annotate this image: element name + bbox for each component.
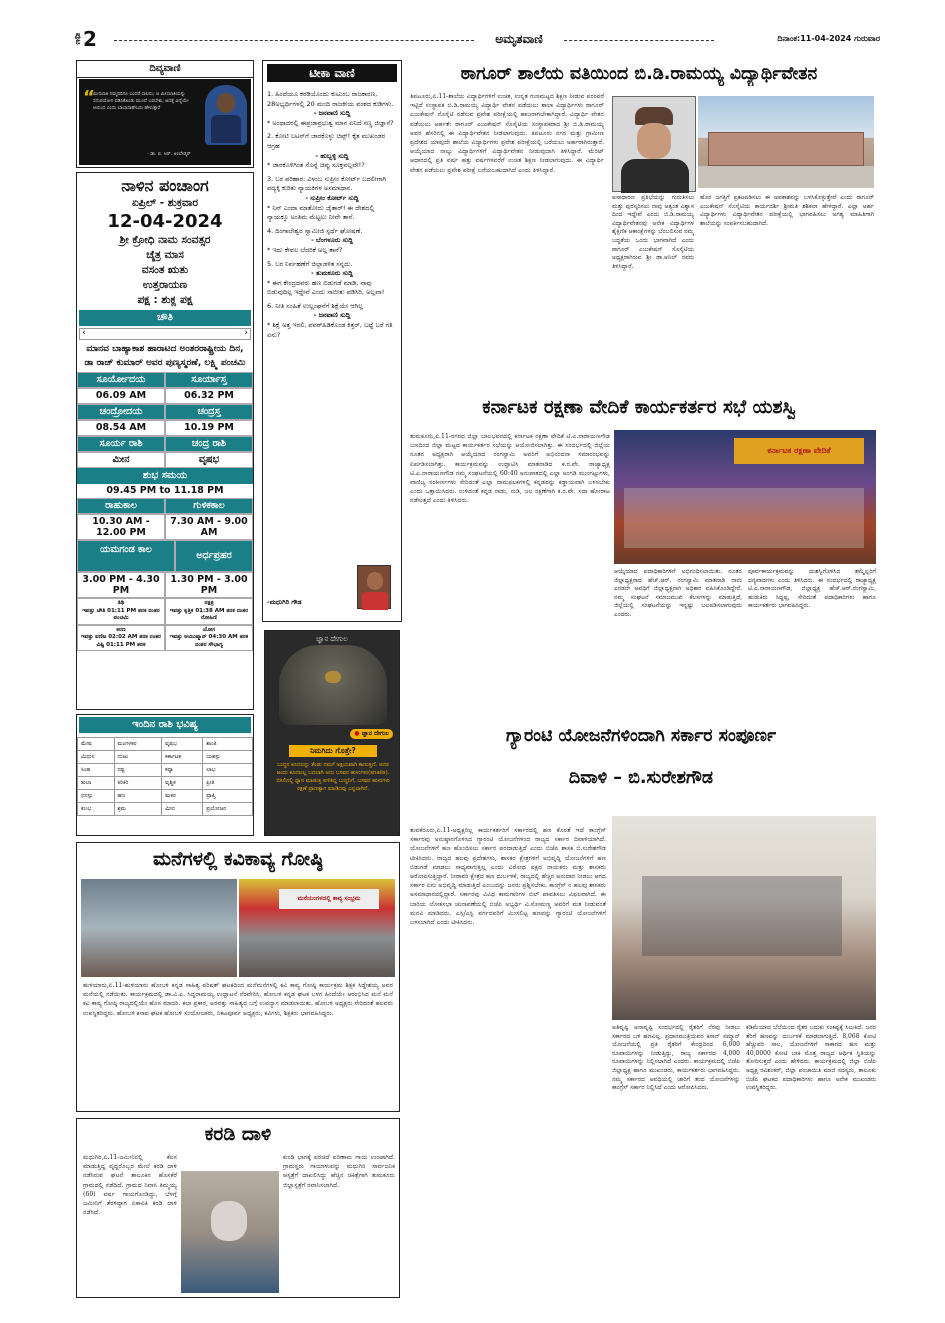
tika-source: - ಸುಪ್ರೀಂ ಕೋರ್ಟ್ ಸುದ್ದಿ	[305, 193, 359, 202]
columnist-photo	[357, 565, 391, 609]
karana-label: ಕರಣ	[116, 626, 126, 633]
ambedkar-portrait	[205, 85, 247, 145]
tika-item	[267, 302, 397, 340]
rashi-prediction: ದುಃಖ	[114, 751, 162, 764]
rashi-row	[78, 790, 253, 803]
karadi-victim-photo	[181, 1171, 279, 1293]
panchanga-date: 12-04-2024	[107, 211, 223, 232]
gyana-box	[264, 630, 400, 836]
rashi-sign: ಕನ್ಯಾ	[162, 764, 203, 777]
moonset-label: ಚಂದ್ರಸ್ತ	[165, 404, 253, 420]
nakshatra-value: ಇವತ್ತು ಕೃತ್ತಿಕ 01:38 AM ತನಕ ನಂತರ ರೋಹಿಣಿ	[169, 607, 249, 621]
rashi-prediction: ನಷ್ಟ	[114, 764, 162, 777]
sunrise-label: ಸೂರ್ಯೋದಯ	[77, 372, 165, 388]
tika-item	[267, 132, 397, 170]
rahu-values	[77, 514, 253, 540]
krv-body-2: ಆಯ್ಕೆಯಾದ ಪದಾಧಿಕಾರಿಗಳಿಗೆ ಅಭಿನಂದಿಸಲಾಯಿತು. ನೂತನ ಜಿಲ್ಲಾಧ್ಯಕ್ಷರಾದ ಹೆಚ್.ಆರ್. ರಂಗಸ್ವಾಮಿ ಮಾತನಾಡಿ ನಾನು ಎರಡನೇ ಅವಧಿಗೆ ಜಿಲ್ಲಾಧ್ಯಕ್ಷನಾಗಿ ಅಧಿಕಾರ ವಹಿಸಿಕೊಂಡಿದ್ದೇನೆ. ನಮ್ಮ ಸಂಘಟನೆ ಸಮಾಜಮುಖಿ ಕೆಲಸಗಳನ್ನು ಮಾಡುತ್ತಿದೆ, ಜಿಲ್ಲೆಯಲ್ಲಿ ಸಂಘಟನೆಯನ್ನು ಇನ್ನಷ್ಟು ಬಲಪಡಿಸಲಾಗುವುದು ಎಂದರು.	[614, 568, 742, 618]
scroll-strip	[79, 328, 251, 340]
tika-answer: * ಇದು ಕೇವಲ ಬೆದರಿಕೆ ಅಲ್ಲ ತಾನೆ?	[267, 245, 343, 254]
karadi-box	[76, 1118, 400, 1298]
rashi-labels	[77, 436, 253, 452]
tika-box	[262, 60, 402, 622]
tika-item	[267, 90, 397, 128]
nakshatra-cell	[165, 598, 253, 625]
chevron-right-icon: ›	[244, 328, 248, 338]
gyana-text: ಬುದ್ಧನ ಕೂದಲನ್ನು ತೆಂಡು ನಮಗೆ ಅಕ್ಷಯವಾಗಿ ಕಾಣುತ್ತದೆ. ಅದರ ಅಂದು ಕೂದಲಲ್ಲ ಬದಲಾಗಿ ಅದು ಬಸವನ ಹುಳುಗಳು(snails). ಬಿಸಿಲಿನಲ್ಲಿ ಧ್ಯಾನ ಮಾಡುತ್ತ ಕುಳಿತಿದ್ದ ಬುದ್ಧನಿಗೆ, ಬಸವನ ಹುಳುಗಳು ರಕ್ಷಣೆ ಪ್ರಾಣತ್ಯಾಗ ಮಾಡಿದವು ಎನ್ನಲಾಗಿದೆ.	[276, 762, 390, 792]
sun-labels	[77, 372, 253, 388]
tika-title: ಟೀಕಾ ವಾಣಿ	[267, 64, 397, 82]
rashi-row	[78, 751, 253, 764]
moonrise-value: 08.54 AM	[77, 420, 165, 436]
guarantee-headline-2: ದಿವಾಳಿ – ಬಿ.ಸುರೇಶಗೌಡ	[568, 768, 714, 788]
rashi-sign: ವೃಶ್ಚಿಕ	[162, 777, 203, 790]
tika-question: 4. ದಿಂಗಾಲೇಶ್ವರ ಸ್ವಾಮೀಜಿ ಸ್ಪರ್ಧೆ ಘೋಷಣೆ.	[267, 226, 363, 235]
sun-values	[77, 388, 253, 404]
school-building-photo	[698, 96, 874, 188]
karadi-headline: ಕರಡಿ ದಾಳಿ	[204, 1123, 272, 1145]
gyana-title: ಜ್ಞಾನ ದೇಗುಲ	[316, 635, 348, 643]
gyana-badge-label: ಜ್ಞಾನ ದೇಗುಲ	[361, 730, 389, 737]
kavi-headline: ಮನೆಗಳಲ್ಲಿ ಕವಿಕಾವ್ಯ ಗೋಷ್ಠಿ	[152, 848, 324, 870]
page-label: ಪುಟ	[74, 33, 83, 45]
ardha-value: 1.30 PM - 3.00 PM	[165, 572, 253, 598]
gulika-value: 7.30 AM - 9.00 AM	[165, 514, 253, 540]
rashi-prediction: ಯಶಸ್ಸು	[203, 751, 253, 764]
yama-labels	[77, 540, 253, 572]
rashi-prediction: ಪ್ರೀತಿ	[203, 777, 253, 790]
rashi-row	[78, 803, 253, 816]
kavi-photo-right	[239, 879, 395, 977]
page-number: 2	[83, 27, 97, 51]
panchanga-ritu: ವಸಂತ ಋತು	[141, 264, 189, 276]
yama-label: ಯಮಗಂಡ ಕಾಲ	[77, 540, 175, 572]
gyana-question: ನಿಮಗಿದು ಗೊತ್ತೇ?	[289, 745, 377, 757]
rashi-sign: ವೃಷಭ	[162, 738, 203, 751]
guarantee-col-3: ಕಡಿಮೆಯಾದ ಬೆಲೆಯಿಂದ ರೈತರ ಬದುಕು ಸಂಕಷ್ಟಕ್ಕೆ ಸಿಲುಕಿದೆ. ಜನರ ತೆರಿಗೆ ಹಣವನ್ನು ದುರ್ಬಳಕೆ ಮಾಡಲಾಗುತ್ತಿದೆ. 8,068 ಕೋಟಿ ಹೆಚ್ಚುವರಿ ಸಾಲ, ಯೋಜನೆಗಳಿಗೆ ಸಾಕಾಗದ ಹಣ ಮತ್ತು 40,0000 ಕೋಟಿ ಬಾಕಿ ಮೊತ್ತ ರಾಜ್ಯದ ಆರ್ಥಿಕ ಸ್ಥಿತಿಯನ್ನು ತೋರಿಸುತ್ತದೆ ಎಂದು ಹೇಳಿದರು. ಕಾರ್ಯಕ್ರಮದಲ್ಲಿ ಜಿಲ್ಲಾ ಬಿಜೆಪಿ ಅಧ್ಯಕ್ಷ ರವಿಶಂಕರ್, ಜಿಲ್ಲಾ ಪಂಚಾಯಿತಿ ಮಾಜಿ ಸದಸ್ಯರು, ತಾಲೂಕು ಬಿಜೆಪಿ ಘಟಕದ ಪದಾಧಿಕಾರಿಗಳು ಹಾಗೂ ಅನೇಕ ಮುಖಂಡರು ಉಪಸ್ಥಿತರಿದ್ದರು.	[746, 1024, 876, 1092]
tika-item	[267, 227, 397, 256]
panchanga-title: ನಾಳಿನ ಪಂಚಾಂಗ	[121, 176, 209, 195]
rahu-label: ರಾಹುಕಾಲ	[77, 498, 165, 514]
rashi-prediction: ಪ್ರಯೋಜನ	[203, 803, 253, 816]
yoga-label: ಯೋಗ	[202, 626, 216, 633]
tagore-body-2: ಅಸಾಧಾರಣ ಪ್ರತಿಭೆಯನ್ನು ಗುರುತಿಸಲು ಮತ್ತು ಪುರಸ್ಕರಿಸಲು ನಾವು ಅತ್ಯಂತ ವಿಶ್ವಾಸ ದಿಂದ ಇದ್ದೇವೆ ಎಂದು ಬಿ.ಡಿ.ರಾಮಯ್ಯ ವಿದ್ಯಾರ್ಥಿವೇತನವು ಅನೇಕ ವಿದ್ಯಾರ್ಥಿಗಳ ಶೈಕ್ಷಣಿಕ ಆಕಾಂಕ್ಷೆಗಳನ್ನು ಬೆಂಬಲಿಸುವ ನಮ್ಮ ಬದ್ಧತೆಯ ಒಂದು ಭಾಗವಾಗಿದೆ ಎಂದು ಠಾಗೂರ್ ಎಜುಕೇಷನ್ ಸೊಸೈಟಿಯ ಅಧ್ಯಕ್ಷರಾಗಿರುವ ಶ್ರೀ ಡಾ.ಅನಿಲ್ ರವರು ತಿಳಿಸಿದ್ದಾರೆ.	[612, 194, 694, 270]
krv-headline: ಕರ್ನಾಟಕ ರಕ್ಷಣಾ ವೇದಿಕೆ ಕಾರ್ಯಕರ್ತರ ಸಭೆ ಯಶಸ್ವಿ	[482, 397, 796, 418]
moon-values	[77, 420, 253, 436]
shubha-value: 09.45 PM to 11.18 PM	[106, 485, 224, 496]
rashi-table	[77, 737, 253, 816]
chandra-rashi-value: ವೃಷಭ	[165, 452, 253, 468]
tithi-label: ತಿಥಿ	[117, 600, 125, 606]
rashi-sign: ಮೀನ	[162, 803, 203, 816]
quote-icon: “	[83, 87, 95, 108]
rahu-labels	[77, 498, 253, 514]
snail-icon	[325, 671, 341, 683]
kavi-photo-left	[81, 879, 237, 977]
tithi-value: ಇವತ್ತು ಚೌತಿ 01:11 PM ತನಕ ನಂತರ ಪಂಚಮಿ	[82, 607, 160, 621]
karadi-col-1: ಮಧುಗಿರಿ,ಏ.11-ಜಮೀನಿನಲ್ಲಿ ಕೆಲಸ ಮಾಡುತ್ತಿದ್ದ ವೃದ್ಧರೊಬ್ಬರ ಮೇಲೆ ಕರಡಿ ದಾಳಿ ನಡೆಸಿರುವ ಘಟನೆ ತಾಲೂಕಿನ ಹೊಸಕೆರೆ ಗ್ರಾಮದಲ್ಲಿ ನಡೆದಿದೆ. ಗ್ರಾಮದ ನಿವಾಸಿ ತಿಮ್ಮಯ್ಯ (60) ವರ್ಷ ಗಾಯಗೊಂಡಿದ್ದು, ಬೆಳಗ್ಗೆ ಜಮೀನಿಗೆ ತೆರಳಿದ್ದಾಗ ಏಕಾಏಕಿ ಕರಡಿ ದಾಳಿ ನಡೆಸಿದೆ.	[83, 1154, 177, 1217]
krv-banner: ಕರ್ನಾಟಕ ರಕ್ಷಣಾ ವೇದಿಕೆ	[734, 438, 864, 464]
guarantee-col-2: ಅತಿವೃಷ್ಟಿ ಅನಾವೃಷ್ಟಿ ಸಂದರ್ಭದಲ್ಲಿ ರೈತರಿಗೆ ನೆರವು ನೀಡಲು ಸರ್ಕಾರದ ಬಳಿ ಹಣವಿಲ್ಲ. ಪ್ರಧಾನಮಂತ್ರಿಯವರ ಕಿಸಾನ್ ಸಮ್ಮಾನ್ ಯೋಜನೆಯಲ್ಲಿ ಪ್ರತಿ ರೈತರಿಗೆ ಕೇಂದ್ರದಿಂದ 6,000 ರೂಪಾಯಿಗಳನ್ನು ನೀಡುತ್ತಿದ್ದು, ರಾಜ್ಯ ಸರ್ಕಾರದ 4,000 ರೂಪಾಯಿಗಳನ್ನು ನಿಲ್ಲಿಸಲಾಗಿದೆ ಎಂದರು. ಕಾರ್ಯಕ್ರಮದಲ್ಲಿ ಬಿಜೆಪಿ ಜಿಲ್ಲಾಧ್ಯಕ್ಷ ಹಾಗೂ ಮುಖಂಡರು, ಕಾರ್ಯಕರ್ತರು ಭಾಗವಹಿಸಿದ್ದರು. ನಮ್ಮ ಸರ್ಕಾರದ ಅವಧಿಯಲ್ಲಿ ಜಾರಿಗೆ ತಂದ ಯೋಜನೆಗಳನ್ನು ಕಾಂಗ್ರೆಸ್ ಸರ್ಕಾರ ನಿಲ್ಲಿಸಿದೆ ಎಂದು ಆರೋಪಿಸಿದರು.	[612, 1024, 740, 1092]
moonrise-label: ಚಂದ್ರೋದಯ	[77, 404, 165, 420]
rashi-sign: ಕುಂಭ	[78, 803, 115, 816]
tithi-cell	[77, 598, 165, 625]
yama-value: 3.00 PM - 4.30 PM	[77, 572, 165, 598]
rashi-prediction: ಲಾಭ	[203, 764, 253, 777]
date-line: ದಿನಾಂಕ:11-04-2024 ಗುರುವಾರ	[777, 34, 880, 43]
tika-question: 3. ಬರ ಪರಿಹಾರ: ವಿಳಂಬ ಸುಪ್ರೀಂ ಕೋರ್ಟ್ ಬದಲೀಗಾಗಿ ಪದ್ಯಕ್ಕಿ ಕುರಿತು ನ್ಯಾಯಕಿಗಳ ಅಸಮಾಧಾನ.	[267, 174, 387, 193]
shubha-label: ಶುಭ ಸಮಯ	[77, 468, 253, 484]
panchanga-box	[76, 172, 254, 710]
page-number-box	[74, 28, 120, 50]
sunset-value: 06.32 PM	[165, 388, 253, 404]
guarantee-col-1: ತುವಕೆರೂರು,ಏ.11-ಅಧ್ಯಕ್ಷರಿಲ್ಲ ಕಾರ್ಯಕರ್ತರಿಗೆ ಸರ್ಕಾರದಲ್ಲಿ ಹಣ ಕೊರತೆ ಇದೆ ಕಾಂಗ್ರೆಸ್ ಸರ್ಕಾರವು ಅನುಷ್ಠಾನಗೊಳಿಸಿದ ಗ್ಯಾರಂಟಿ ಯೋಜನೆಗಳಿಂದ ರಾಜ್ಯದ ಸರ್ಕಾರ ದಿವಾಳಿಯಾಗಿದೆ. ಯೋಜನೆಗಳಿಗೆ ಹಣ ಹೊಂದಿಸಲು ಸರ್ಕಾರ ಪರದಾಡುತ್ತಿದೆ ಎಂದು ಬಿಜೆಪಿ ಶಾಸಕ ಬಿ.ಸುರೇಶಗೌಡ ಟೀಕಿಸಿದರು. ರಾಜ್ಯದ ಹಲವು ಪ್ರದೇಶಗಳು, ಶಾಸಕರ ಕ್ಷೇತ್ರಗಳಿಗೆ ಅಭಿವೃದ್ಧಿ ಯೋಜನೆಗಳಿಗೆ ಹಣ ಬಿಡುಗಡೆ ಮಾಡಲು ಸಾಧ್ಯವಾಗುತ್ತಿಲ್ಲ ಎಂದು ವಿರೋಧ ಪಕ್ಷದ ನಾಯಕರು ಮತ್ತು ಶಾಸಕರು ಆರೋಪಿಸುತ್ತಿದ್ದಾರೆ. ನೀರಾವರಿ ಕ್ಷೇತ್ರದ ಹಣ ದುರ್ಬಳಕೆ, ರಾಜ್ಯದಲ್ಲಿ ಹೆಚ್ಚಿನ ಅನುದಾನ ನೀಡಲು ಆಗದ ಸರ್ಕಾರ ಏನು ಅಭಿವೃದ್ಧಿ ಮಾಡುತ್ತಿದೆ ಎಂಬುದನ್ನು ಜನರು ಪ್ರಶ್ನಿಸಬೇಕು. ಕಾಂಗ್ರೆಸ್ ನ ಹಲವು ಶಾಸಕರು ಅಸಮಾಧಾನದಲ್ಲಿದ್ದಾರೆ. ಸರ್ಕಾರವು ವಿವಿಧ ಕಾಮಗಾರಿಗಳ ಬಿಲ್ ಪಾವತಿಸಲು ವಿಫಲವಾಗಿದೆ. ಈ ಬಾರಿಯ ಲೋಕಸಭಾ ಚುನಾವಣೆಯಲ್ಲಿ ಬಿಜೆಪಿ ಅಭ್ಯರ್ಥಿ ವಿ.ಸೋಮಣ್ಣ ಅವರಿಗೆ ಮತ ನೀಡುವಂತೆ ಮನವಿ ಮಾಡಿದರು. ಎಸ್ಸಿ/ಎಸ್ಟಿ ವರ್ಗದವರಿಗೆ ಮೀಸಲಿಟ್ಟ ಹಣವನ್ನು ಗ್ಯಾರಂಟಿ ಯೋಜನೆಗಳಿಗೆ ಬಳಸಲಾಗಿದೆ ಎಂದು ಟೀಕಿಸಿದರು.	[410, 827, 606, 927]
header-rule-right	[564, 40, 714, 41]
moonset-value: 10.19 PM	[165, 420, 253, 436]
paper-name: ಅಮೃತವಾಣಿ	[495, 32, 543, 46]
karana-row	[77, 625, 253, 652]
karana-cell	[77, 625, 165, 652]
rashi-prediction: ಕಿರಿಕಿರಿ	[114, 777, 162, 790]
tika-source: - ಬೆಂಗಳೂರು ಸುದ್ದಿ	[311, 236, 353, 245]
tika-item	[267, 260, 397, 298]
tika-question: 5. ಬರ ನಿರ್ವಹಣೆಗೆ ಜಿಲ್ಲಾಡಳಿತ ಸನ್ನದು.	[267, 259, 353, 268]
divyavani-author: - ಡಾ. ಬಿ. ಆರ್. ಅಂಬೇಡ್ಕರ್	[147, 152, 191, 157]
panchanga-month-day: ಏಪ್ರಿಲ್ - ಶುಕ್ರವಾರ	[131, 197, 199, 209]
kavi-body: ಹುಳಿಯಾರು,ಏ.11-ಹುಳಿಯಾರು ಹೋಬಳಿ ಕನ್ನಡ ಸಾಹಿತ್ಯ ಪರಿಷತ್ ಘಟಕದಿಂದ ಮನೆಮನೆಗಳಲ್ಲಿ ಕವಿ ಕಾವ್ಯ ಗೋಷ್ಠಿ ಕಾರ್ಯಕ್ರಮ ಶಿಕ್ಷಕ ಸಿದ್ದೇಶಯ್ಯ ಅವರ ಮನೆಯಲ್ಲಿ ನಡೆಯಿತು. ಕಾರ್ಯಕ್ರಮದಲ್ಲಿ ಡಾ.ವಿ.ಎ. ಸಿದ್ದರಾಮಯ್ಯ ಉದ್ಘಾಟನೆ ನೆರವೇರಿಸಿ, ಹೋಬಳಿ ಕನ್ನಡ ಘಟಕ ಬಳಗ ಹಿಂದೆಯೇ ಆರಂಭಿಸಿದ ಮನೆ ಮನೆ ಕವಿ ಕಾವ್ಯ ಗೋಷ್ಠಿ ರಾಜ್ಯದಲ್ಲಿಯೇ ಹೊಸ ಮಾದರಿ. ಕಲಾ ಪ್ರಕಾರ, ಅರವತ್ತು ಸಾಹಿತ್ಯದ ಬಗ್ಗೆ ಉಪನ್ಯಾಸ ಮಾಡಲಾಯಿತು. ಹೋಬಳಿ ಅಧ್ಯಕ್ಷರು ಸೇರಿದಂತೆ ಹಲವರು ಉಪಸ್ಥಿತರಿದ್ದರು. ಹೋಬಳಿ ಕಸಾಪ ಘಟಕ ಹೋಬಳಿ ಸಂಯೋಜಕರು, ನಿಕಟಪೂರ್ವ ಅಧ್ಯಕ್ಷರು, ಕವಿಗಳು, ಶಿಕ್ಷಕರು ಭಾಗವಹಿಸಿದ್ದರು.	[83, 982, 393, 1017]
kavi-banner: ಮನೆಯಂಗಳದಲ್ಲಿ ಕಾವ್ಯ ಸಂಭ್ರಮ	[279, 889, 379, 909]
rashi-prediction: ಹಣ	[114, 790, 162, 803]
guarantee-meeting-photo	[612, 816, 876, 1020]
rashi-row	[78, 777, 253, 790]
rashi-box	[76, 714, 254, 836]
tithi-row	[77, 598, 253, 625]
rashi-prediction: ಶ್ರಮ	[114, 803, 162, 816]
rashi-row	[78, 738, 253, 751]
masthead	[74, 28, 880, 52]
bulb-icon: ●	[354, 730, 360, 737]
karadi-col-2: ಕುಂಡಿ ಭಾಗಕ್ಕೆ ಪರಚಿದೆ ಪರಿಣಾಮ ಗಾಯ ಉಂಟಾಗಿದೆ. ಗ್ರಾಮಸ್ಥರು ಗಾಯಾಳುವನ್ನು ಮಧುಗಿರಿ ಸಾರ್ವಜನಿಕ ಆಸ್ಪತ್ರೆಗೆ ದಾಖಲಿಸಿದ್ದು ಹೆಚ್ಚಿನ ಚಿಕಿತ್ಸೆಗಾಗಿ ತುಮಕೂರು ಜಿಲ್ಲಾಸ್ಪತ್ರೆಗೆ ರವಾನಿಸಲಾಗಿದೆ.	[283, 1154, 395, 1189]
gulika-label: ಗುಳಿಕಕಾಲ	[165, 498, 253, 514]
krv-meeting-photo	[614, 430, 876, 564]
tika-question: 6. ನೀತಿ ಸಂಹಿತೆ ಉಲ್ಲಂಘನೆಗೆ ಶಿಕ್ಷೆಯೇ ಆಗಿಲ್ಲ	[267, 301, 364, 310]
panchanga-ayana: ಉತ್ತರಾಯಣ	[142, 279, 188, 291]
guarantee-headline-1: ಗ್ಯಾರಂಟಿ ಯೋಜನೆಗಳಿಂದಾಗಿ ಸರ್ಕಾರ ಸಂಪೂರ್ಣ	[505, 726, 777, 746]
rashi-prediction: ಪ್ರಾಪ್ತಿ	[203, 790, 253, 803]
surya-rashi-value: ಮೀನ	[77, 452, 165, 468]
tika-answer: * ಈಗ ಕೇಂದ್ರದವರು ಹಣ ಬಿಡುಗಡೆ ಮಾಡಿ, ನಾವು ಬಿಡುವುದಿಲ್ಲ ಇದ್ದೇವೆ ಎಂದು ಸಾಬೀತು ಪಡಿಸಿರಿ, ಅಲ್ಲವಾ!	[267, 278, 385, 297]
rashi-sign: ಮೇಷ	[78, 738, 115, 751]
sunrise-value: 06.09 AM	[77, 388, 165, 404]
divyavani-panel	[79, 79, 251, 165]
rashi-sign: ತುಲಾ	[78, 777, 115, 790]
rashi-row	[78, 764, 253, 777]
tika-question: 1. ಹಿಂದೆಯೂ ಕರಡಿಯೊಂದು ಕುಟುಂಬ ರಾಜಕಾರಣ, 28ಅಭ್ಯರ್ಥಿಗಳಲ್ಲಿ 20 ಮಂದಿ ರಾಜಕೀಯ ವಂಶದ ಕುಡಿಗಳು.	[267, 90, 394, 108]
chandra-rashi-label: ಚಂದ್ರ ರಾಶಿ	[165, 436, 253, 452]
tika-signature: -ಮಧುಗಿರಿ ಗೌಡ	[267, 598, 302, 606]
rashi-prediction: ಶಾಂತಿ	[203, 738, 253, 751]
tika-answer: * ಜಾರಕೊಳಿಗಿಂತ ಸೊನ್ನೆ ಚಿಪ್ಪು ಸೂಕ್ತವಲ್ಲವೇ!?	[267, 161, 365, 170]
buddha-image	[279, 645, 387, 725]
ardha-label: ಅರ್ಧಪ್ರಹರ	[175, 540, 253, 572]
surya-rashi-label: ಸೂರ್ಯ ರಾಶಿ	[77, 436, 165, 452]
divyavani-title: ದಿವ್ಯವಾಣಿ	[77, 61, 253, 78]
rashi-sign: ಮಿಥುನ	[78, 751, 115, 764]
tika-question: 2. ಕೋಟಿ ಬಟನ್‌ಗೆ ಜಾರಕೊಳ್ಳು ಚಿಪ್ಪ್! ಕೈತ ಮುಖಂಡರ ಆಗ್ರಹ	[267, 132, 386, 150]
krv-body: ತುಮಕೂರು,ಏ.11-ನಗರದ ಜಿಲ್ಲಾ ಬಾಲಭವನದಲ್ಲಿ ಕರ್ನಾಟಕ ರಕ್ಷಣಾ ವೇದಿಕೆ ಟಿ.ಎ.ನಾರಾಯಣಗೌಡ ಬಣದಿಂದ ಜಿಲ್ಲಾ ಮಟ್ಟದ ಕಾರ್ಯಕರ್ತರ ಸಭೆಯನ್ನು ಆಯೋಜಿಸಲಾಗಿತ್ತು. ಈ ಸಂದರ್ಭದಲ್ಲಿ ಜಿಲ್ಲೆಯ ನೂತನ ಅಧ್ಯಕ್ಷರಾಗಿ ಆಯ್ಕೆಯಾದ ರಂಗಸ್ವಾಮಿ ಅವರಿಗೆ ಅಭಿನಂದನಾ ಸಮಾರಂಭವನ್ನು ಏರ್ಪಡಿಸಲಾಗಿತ್ತು. ಕಾರ್ಯಕ್ರಮವನ್ನು ಉದ್ಘಾಟಿಸಿ ಮಾತನಾಡಿದ ಕ.ರ.ವೇ. ರಾಜ್ಯಾಧ್ಯಕ್ಷ ಟಿ.ಎ.ನಾರಾಯಣಗೌಡ ನಮ್ಮ ಸಂಘಟನೆಯಲ್ಲಿ 60:40 ಅನುಪಾತದಲ್ಲಿ ಎಲ್ಲಾ ಅಂಗಡಿ ಮುಂಗಟ್ಟುಗಳು, ವಾಣಿಜ್ಯ ಸಂಕೀರ್ಣಗಳು ಸೇರಿದಂತೆ ಎಲ್ಲಾ ನಾಮಫಲಕಗಳಲ್ಲಿ ಕನ್ನಡವನ್ನು ಕಡ್ಡಾಯವಾಗಿ ಬಳಸಬೇಕು ಎಂದು ಒತ್ತಾಯಿಸಿದರು. ಉಳಿದಂತೆ ಕನ್ನಡ ನಾಡು, ನುಡಿ, ಜಲ ರಕ್ಷಣೆಗಾಗಿ ಕ.ರ.ವೇ. ಸದಾ ಹೋರಾಟ ನಡೆಸುತ್ತದೆ ಎಂದು ತಿಳಿಸಿದರು.	[410, 433, 610, 505]
special-day: ಮಾನವ ಬಾಹ್ಯಾಕಾಶ ಹಾರಾಟದ ಅಂತರರಾಷ್ಟ್ರೀಯ ದಿನ, ಡಾ ರಾಜ್ ಕುಮಾರ್ ಅವರ ಪುಣ್ಯಸ್ಮರಣೆ, ಲಕ್ಷ್ಮಿ ಪಂಚಮಿ	[84, 344, 246, 368]
panchanga-paksha: ಪಕ್ಷ : ಶುಕ್ಲ ಪಕ್ಷ	[137, 294, 193, 306]
rashi-sign: ಮಕರ	[162, 790, 203, 803]
rashi-prediction: ಮಂಗಳಕರ	[114, 738, 162, 751]
tika-item	[267, 175, 397, 223]
tagore-body: ತಿಪಟೂರು,ಏ.11-ಶಾಲೆಯ ವಿದ್ಯಾರ್ಥಿಗಳಿಗೆ ಉಚಿತ, ಉನ್ನತ ಗುಣಮಟ್ಟದ ಶಿಕ್ಷಣ ನೀಡುವ ಪರಂಪರೆ ಇಟ್ಟಿದೆ ಸಂಸ್ಥಾಪಕ ಬಿ.ಡಿ.ರಾಮಯ್ಯ ವಿದ್ಯಾರ್ಥಿ ವೇತನ ಪಡೆಯಲು ಶಾಲಾ ವಿದ್ಯಾರ್ಥಿಗಳು ಠಾಗೂರ್ ಎಜುಕೇಷನ್ ಸೊಸೈಟಿ ನಡೆಸುವ ಪ್ರವೇಶ ಪರೀಕ್ಷೆಯಲ್ಲಿ ಹಾಜರಾಗಬೇಕಾಗಿದ್ದಾರೆ. ವಿದ್ಯಾರ್ಥಿ ವೇತನ ಪಡೆಯಲು ಅರ್ಹತೆ: ಠಾಗೂರ್ ಎಜುಕೇಷನ್ ಸೊಸೈಟಿಯ ಸಂಸ್ಥಾಪಕರಾದ ಶ್ರೀ ಬಿ.ಡಿ.ರಾಮಯ್ಯ ಅವರ ಹೆಸರಿನಲ್ಲಿ ಈ ವಿದ್ಯಾರ್ಥಿವೇತನ ನೀಡಲಾಗುವುದು. ತಿಪಟೂರು ನಗರ ಮತ್ತು ಗ್ರಾಮೀಣ ಪ್ರದೇಶದ ಯಾವುದೇ ಶಾಲೆಯ ವಿದ್ಯಾರ್ಥಿಗಳು ಪ್ರವೇಶ ಪರೀಕ್ಷೆಯಲ್ಲಿ ಬರೆಯಲು ಅರ್ಹರಾಗಿರುತ್ತಾರೆ. ಆಯ್ಕೆಯಾದ ನಾಲ್ಕು ವಿದ್ಯಾರ್ಥಿಗಳಿಗೆ ವಿದ್ಯಾರ್ಥಿವೇತನ ನೀಡುವುದಾಗಿ ತಿಳಿಸಿದ್ದಾರೆ. ಮೆರಿಟ್ ಆಧಾರದಲ್ಲಿ ಪ್ರತಿ ವರ್ಷ ಹತ್ತು ವರ್ಷಗಳವರೆಗೆ ಉಚಿತ ಶಿಕ್ಷಣ ನೀಡಲಾಗುವುದು. ಈ ವಿದ್ಯಾರ್ಥಿ ವೇತನ ಪಡೆಯಲು ಪ್ರವೇಶ ಪರೀಕ್ಷೆ ಬರೆಯಬಹುದಾಗಿದೆ ಎಂದು ತಿಳಿಸಿದ್ದಾರೆ.	[410, 93, 604, 174]
yoga-cell	[165, 625, 253, 652]
moon-labels	[77, 404, 253, 420]
tagore-body-3: ಹೊರ ಜಗತ್ತಿಗೆ ಪ್ರಕಟಪಡಿಸಲು ಈ ಅವಕಾಶವನ್ನು ಬಳಸಿಕೊಳ್ಳುತ್ತೇವೆ ಎಂದು ಠಾಗೂರ್ ಎಜುಕೇಷನ್ ಸೊಸೈಟಿಯ ಕಾರ್ಯದರ್ಶಿ ಶ್ರೀಮತಿ ಶಶಿಕಲಾ ಹೇಳಿದ್ದಾರೆ. ಎಲ್ಲಾ ಅರ್ಹ ವಿದ್ಯಾರ್ಥಿಗಳು ವಿದ್ಯಾರ್ಥಿವೇತನ ಪರೀಕ್ಷೆಯಲ್ಲಿ ಭಾಗವಹಿಸಲು ಅಗತ್ಯ ಮಾಹಿತಿಗಾಗಿ ಶಾಲೆಯನ್ನು ಸಂಪರ್ಕಿಸಬಹುದಾಗಿದೆ.	[700, 194, 874, 227]
tika-source: - ತುಮಕೂರು ಸುದ್ದಿ	[311, 269, 353, 278]
special-label: ಚೌತಿ	[79, 310, 251, 326]
nakshatra-label: ನಕ್ಷತ್ರ	[204, 600, 214, 606]
kavi-box	[76, 842, 400, 1112]
divyavani-box	[76, 60, 254, 168]
rashi-sign: ಕರ್ಕಾಟಕ	[162, 751, 203, 764]
tika-source: - ಜನವಾಣಿ ಸುದ್ದಿ	[313, 311, 351, 320]
yoga-value: ಇವತ್ತು ಆಯುಷ್ಮಾನ್ 04:30 AM ತನಕ ನಂತರ ಸೌಭಾಗ್ಯ	[169, 634, 249, 648]
rahu-value: 10.30 AM - 12.00 PM	[77, 514, 165, 540]
rashi-values	[77, 452, 253, 468]
sunset-label: ಸೂರ್ಯಾಸ್ತ	[165, 372, 253, 388]
krv-body-3: ಪೂರ್ವಕಾರ್ಯಕ್ರಮವನ್ನು ಯಶಸ್ವಿಗೊಳಿಸಿದ ತಮ್ಮೆಲ್ಲರಿಗೆ ಧನ್ಯವಾದಗಳು ಎಂದು ತಿಳಿಸಿದರು. ಈ ಸಂದರ್ಭದಲ್ಲಿ ರಾಜ್ಯಾಧ್ಯಕ್ಷ ಟಿ.ಎ.ನಾರಾಯಣಗೌಡ, ಜಿಲ್ಲಾಧ್ಯಕ್ಷ ಹೆಚ್.ಆರ್.ರಂಗಸ್ವಾಮಿ, ಹುಡುಕಿರು ಸಿದ್ದಪ್ಪ, ಸೇರಿದಂತೆ ಪದಾಧಿಕಾರಿಗಳು ಹಾಗೂ ಕಾರ್ಯಕರ್ತರು ಭಾಗವಹಿಸಿದ್ದರು.	[748, 568, 876, 610]
tika-answer: * ಅಂಥಾದರಲ್ಲಿ ಈಪ್ರಜಾಪ್ರಭುತ್ವ ಮಾನ ಏನಿದೆ ಸಣ್ಣ ಜಿಜ್ಞಾಸೆ?	[267, 118, 394, 127]
panchanga-samvatsara: ಶ್ರೀ ಕ್ರೋಧಿ ನಾಮ ಸಂವತ್ಸರ	[119, 234, 211, 246]
rashi-sign: ಸಿಂಹ	[78, 764, 115, 777]
tika-source: - ಜನವಾಣಿ ಸುದ್ದಿ	[313, 109, 351, 118]
tika-source: - ಹುಬ್ಬಳ್ಳಿ ಸುದ್ದಿ	[315, 151, 349, 160]
yama-values	[77, 572, 253, 598]
ramaiah-portrait	[612, 96, 696, 192]
tika-answer: * ನಿನ್ ಎಂದಾ ಮಾತೋದು ಜೈತಾರ್! ಈ ದೇಶದಲ್ಲಿ ನ್ಯಾಯಕ್ಕೂ ಅಂತಿಮ ಮೆಟ್ಟಲು ನೀವೇ ತಾನೆ.	[267, 203, 375, 222]
rashi-title: ಇಂದಿನ ರಾಶಿ ಭವಿಷ್ಯ	[79, 717, 251, 733]
tagore-headline: ಠಾಗೂರ್ ಶಾಲೆಯ ವತಿಯಿಂದ ಬಿ.ಡಿ.ರಾಮಯ್ಯ ವಿದ್ಯಾರ್ಥಿವೇತನ	[460, 64, 818, 84]
panchanga-masa: ಚೈತ್ರ ಮಾಸ	[146, 249, 184, 261]
karana-value: ಇವತ್ತು ವಣಿಜ 02:02 AM ತನಕ ನಂತರ ವಿಷ್ಟಿ 01:11 PM ತನಕ	[81, 634, 161, 648]
rashi-sign: ಧನಸ್ಸು	[78, 790, 115, 803]
divyavani-quote: ಮೀಸಲಾತಿ ನಿಮ್ಮವರಿಗೂ ಬಂದರೆ ಸಾಲದು; ಆ ಮೀಸಲಾತಿಯನ್ನು ಸದುಪಯೋಗ ಪಡಿಸಿಕೊಂಡು ಮುಂದೆ ಬರಬೇಕು; ಅದಕ್ಕೆ ವಿದ್ಯೆಯೇ ಆಯುಧ ಎಂದು ಬಾಬಾಸಾಹೇಬರು ಹೇಳುತ್ತಾರೆ	[93, 92, 189, 111]
gyana-badge	[350, 729, 393, 739]
tika-list	[267, 90, 397, 340]
header-rule-left	[114, 40, 474, 41]
chevron-left-icon: ‹	[82, 328, 86, 338]
tika-answer: * ಶಿಕ್ಷೆ ಅತ್ತ ಇರಲಿ, ಪವರ್‌ಹಿಡಿಕೊಂಡ ಕಿತ್ತರ್, ಬಟ್ಟೆ ಬರೆ ಗತಿ ಏನು?	[267, 321, 393, 339]
